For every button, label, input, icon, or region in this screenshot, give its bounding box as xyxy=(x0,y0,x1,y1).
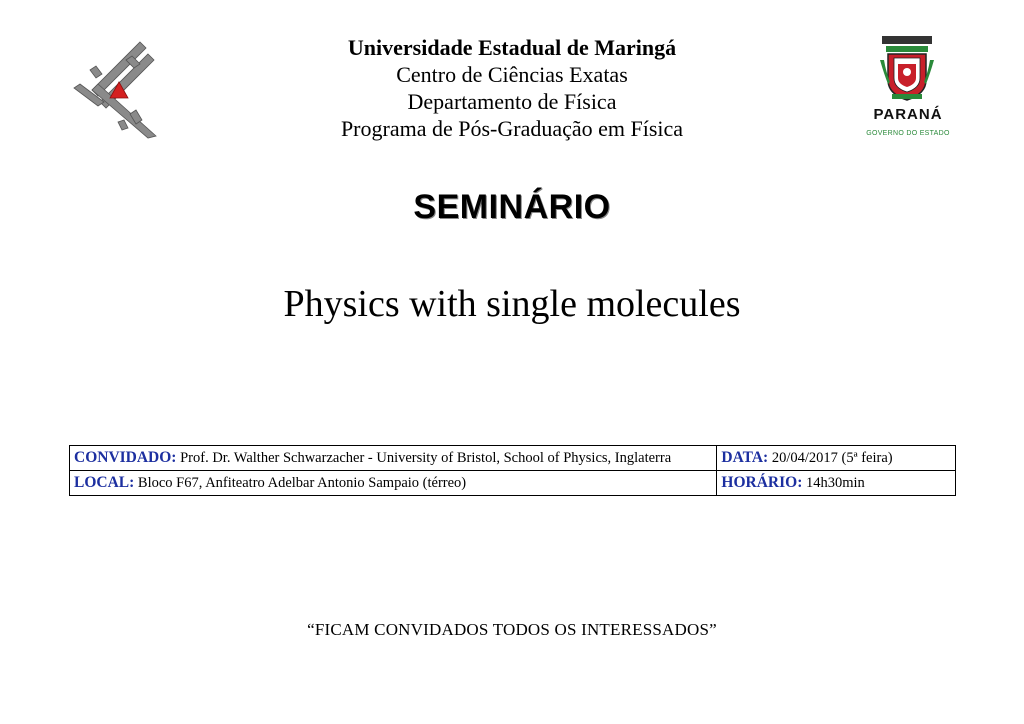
date-label: DATA: xyxy=(721,449,769,466)
guest-value: Prof. Dr. Walther Schwarzacher - University of Bristol, School of Physics, Inglaterra xyxy=(180,450,672,466)
university-name: Universidade Estadual de Maringá xyxy=(347,35,677,60)
guest-label: CONVIDADO: xyxy=(74,449,177,466)
time-value: 14h30min xyxy=(806,475,865,491)
table-row xyxy=(70,446,956,471)
date-value: 20/04/2017 (5ª feira) xyxy=(771,450,893,466)
guest-cell xyxy=(70,446,717,471)
department-name: Departamento de Física xyxy=(407,89,617,114)
seminar-heading: SEMINÁRIO xyxy=(413,188,611,226)
parana-coat-of-arms-icon xyxy=(878,34,936,104)
parana-government-logo xyxy=(858,34,958,144)
time-label: HORÁRIO: xyxy=(721,474,803,491)
event-info-table xyxy=(69,445,956,496)
parana-subtitle: GOVERNO DO ESTADO xyxy=(866,130,950,137)
location-cell xyxy=(70,471,717,496)
date-cell xyxy=(717,446,956,471)
location-label: LOCAL: xyxy=(74,474,135,491)
table-row xyxy=(70,471,956,496)
invitation-footer: “FICAM CONVIDADOS TODOS OS INTERESSADOS” xyxy=(307,620,717,639)
institution-header xyxy=(262,34,762,142)
talk-title: Physics with single molecules xyxy=(283,283,741,325)
center-name: Centro de Ciências Exatas xyxy=(396,62,628,87)
time-cell xyxy=(717,471,956,496)
location-value: Bloco F67, Anfiteatro Adelbar Antonio Sampaio (térreo) xyxy=(137,475,467,491)
program-name: Programa de Pós-Graduação em Física xyxy=(340,116,684,141)
uem-logo-icon xyxy=(70,40,162,140)
parana-name: PARANÁ xyxy=(873,106,943,123)
